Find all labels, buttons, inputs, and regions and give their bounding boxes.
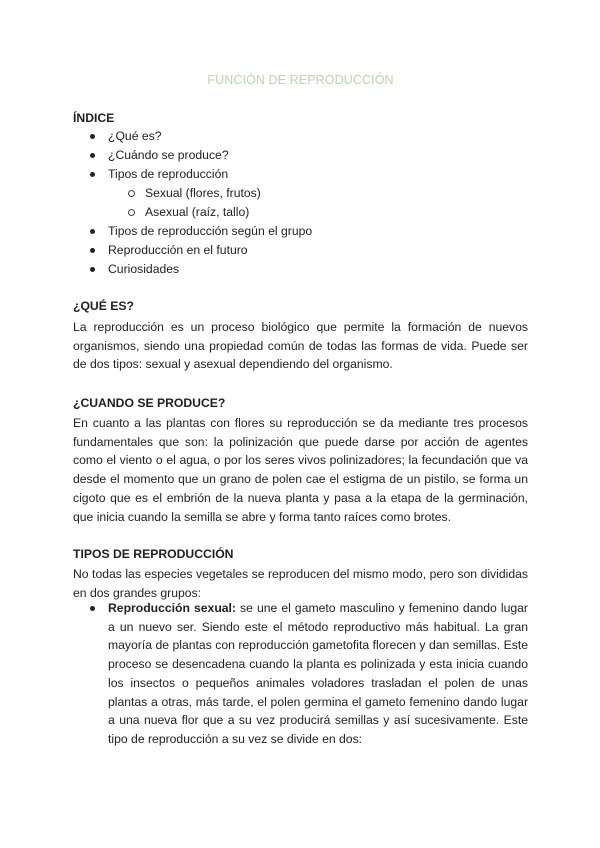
index-subitem-sexual — [73, 184, 528, 203]
index-item-tipos — [73, 165, 528, 184]
tipos-intro: No todas las especies vegetales se reproducen del mismo modo, pero son divididas en dos grandes grupos: — [73, 567, 528, 600]
cuando-paragraph: En cuanto a las plantas con flores su reproducción se da mediante tres procesos fundamentales que son: la polinización que puede darse por acción de agentes como el viento o el agua, o por los seres vivos polinizadores; la fecundación que va desde el momento que un grano de polen cae el estigma de un pistilo, se forma un cigoto que es el embrión de la nueva planta y pasa a la etapa de la germinación, que inicia cuando la semilla se abre y forma tanto raíces como brotes. — [73, 416, 528, 524]
tipos-list — [73, 599, 528, 749]
index-subitem-asexual — [73, 203, 528, 222]
index-heading: ÍNDICE — [73, 111, 115, 125]
index-item-grupo — [73, 222, 528, 241]
index-item-que-es — [73, 127, 528, 146]
bullet-icon — [90, 172, 95, 177]
index-item-label: Reproducción en el futuro — [108, 243, 248, 257]
index-item-cuando — [73, 146, 528, 165]
bullet-icon — [90, 153, 95, 158]
bullet-icon — [90, 229, 95, 234]
que-es-heading: ¿QUÉ ES? — [73, 299, 134, 313]
sexual-label: Reproducción sexual: — [108, 601, 236, 615]
index-item-label: Tipos de reproducción según el grupo — [108, 224, 313, 238]
document-title: FUNCIÓN DE REPRODUCCIÓN — [207, 73, 394, 87]
index-item-label: Curiosidades — [108, 262, 180, 276]
bullet-icon — [90, 134, 95, 139]
bullet-icon — [90, 606, 95, 611]
index-list — [73, 127, 528, 279]
bullet-icon — [90, 248, 95, 253]
que-es-paragraph: La reproducción es un proceso biológico que permite la formación de nuevos organismos, siendo una propiedad común de todas las formas de vida. Puede ser de dos tipos: sexual y asexual dependiendo del organismo. — [73, 320, 528, 372]
index-item-futuro — [73, 241, 528, 260]
tipos-heading: TIPOS DE REPRODUCCIÓN — [73, 547, 234, 561]
index-item-label: Sexual (flores, frutos) — [145, 186, 261, 200]
index-item-label: Asexual (raíz, tallo) — [145, 205, 250, 219]
index-item-label: ¿Cuándo se produce? — [108, 148, 229, 162]
index-item-label: Tipos de reproducción — [108, 167, 229, 181]
hollow-bullet-icon — [128, 190, 135, 197]
cuando-heading: ¿CUANDO SE PRODUCE? — [73, 396, 226, 410]
index-item-label: ¿Qué es? — [108, 129, 162, 143]
bullet-icon — [90, 267, 95, 272]
sexual-text: se une el gameto masculino y femenino dando lugar a un nuevo ser. Siendo este el método reproductivo más habitual. La gran mayoría de plantas con reproducción gametofita florecen y dan semillas. Este proceso se desencadena cuando la planta es polinizada y esta inicia cuando los insectos o pequeños animales voladores trasladan el polen de unas plantas a otras, más tarde, el polen germina el gameto femenino dando lugar a una nueva flor que a su vez producirá semillas y así sucesivamente. Este tipo de reproducción a su vez se divide en dos: — [108, 601, 528, 746]
index-item-curiosidades — [73, 260, 528, 279]
tipos-item-sexual — [73, 599, 528, 749]
hollow-bullet-icon — [128, 209, 135, 216]
